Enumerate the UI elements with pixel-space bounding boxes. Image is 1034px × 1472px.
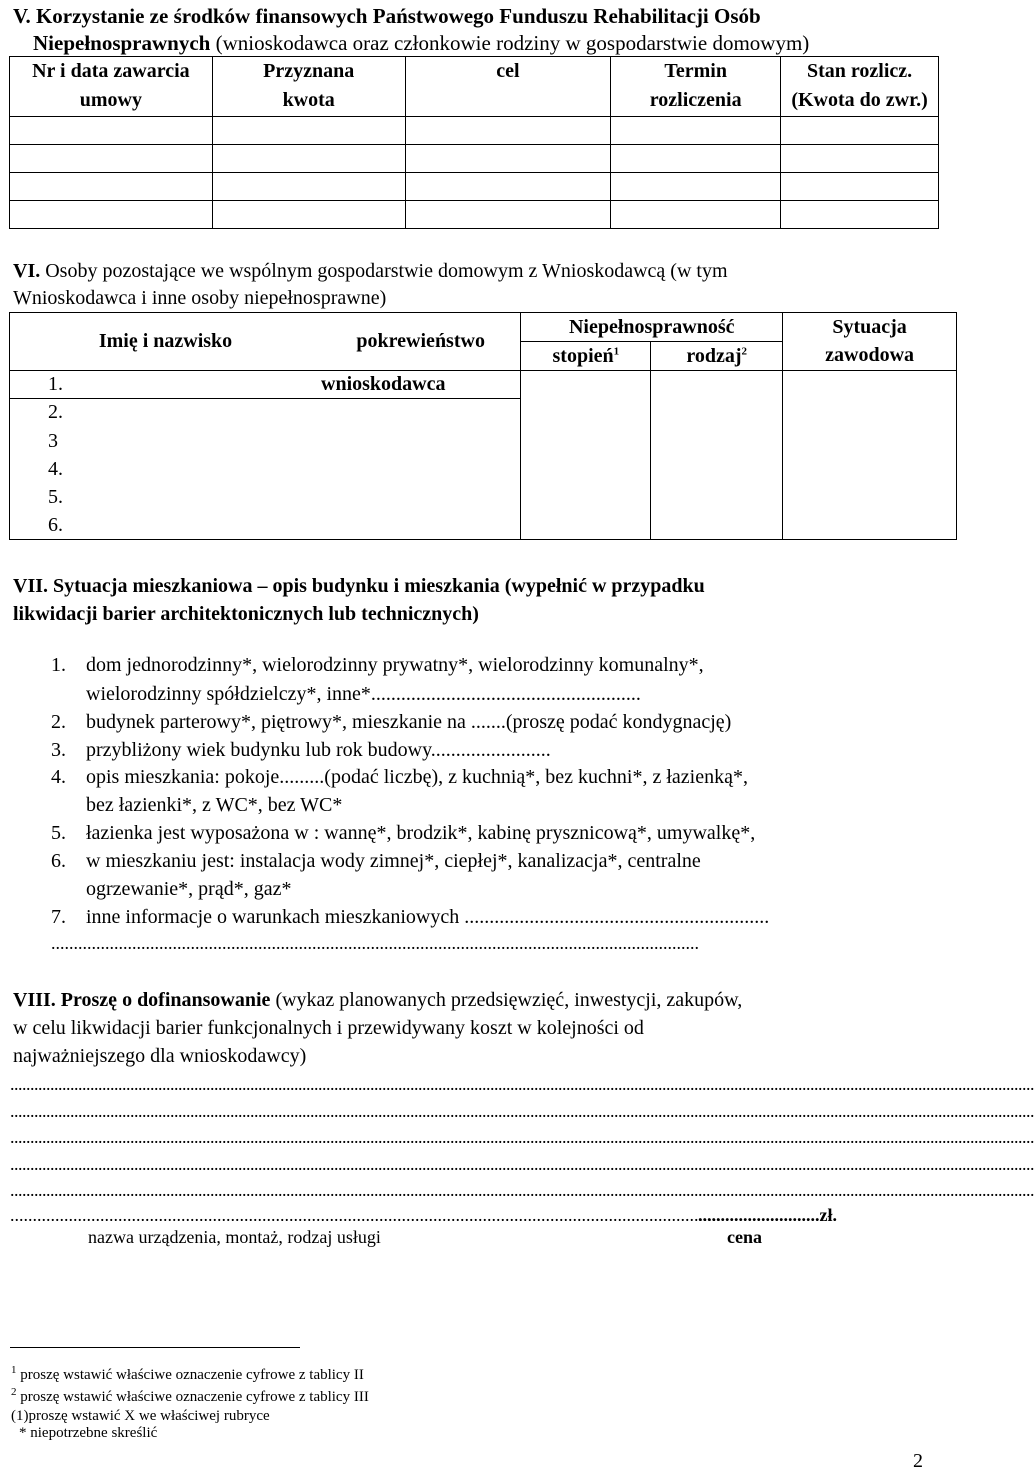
row-relation bbox=[321, 428, 521, 456]
cell[interactable] bbox=[405, 117, 611, 145]
section6-title-line1 bbox=[13, 261, 728, 281]
list-item: w mieszkaniu jest: instalacja wody zimnej*, ciepłej*, kanalizacja*, centralne bbox=[86, 850, 701, 872]
cell[interactable] bbox=[611, 173, 781, 201]
row-relation: wnioskodawca bbox=[321, 371, 521, 399]
cell[interactable] bbox=[611, 145, 781, 173]
row-relation bbox=[321, 484, 521, 512]
section7-title-line2: likwidacji barier architektonicznych lub technicznych) bbox=[13, 603, 479, 625]
cell[interactable] bbox=[611, 201, 781, 229]
footnote-3: (1)proszę wstawić X we właściwej rubryce bbox=[11, 1408, 270, 1424]
row-number: 5. bbox=[10, 484, 322, 512]
page-number: 2 bbox=[913, 1450, 923, 1472]
section5-header-row bbox=[10, 57, 939, 117]
table-row bbox=[10, 117, 939, 145]
list-item: ogrzewanie*, prąd*, gaz* bbox=[86, 878, 292, 900]
header-type: rodzaj$^2$ bbox=[651, 342, 783, 371]
section6-header-row-1 bbox=[10, 313, 957, 342]
row-number: 4. bbox=[10, 456, 322, 484]
row-relation bbox=[321, 399, 521, 428]
section8-title-line3: najważniejszego dla wnioskodawcy) bbox=[13, 1045, 307, 1067]
cell[interactable] bbox=[212, 173, 405, 201]
row-number: 6. bbox=[10, 512, 322, 540]
list-item-number: 3. bbox=[51, 739, 66, 761]
header-work-2: zawodowa bbox=[783, 342, 957, 371]
cell[interactable] bbox=[781, 117, 939, 145]
row-number: 1. bbox=[10, 371, 322, 399]
header-settlement: Stan rozlicz. (Kwota do zwr.) bbox=[781, 57, 939, 117]
cell[interactable] bbox=[781, 173, 939, 201]
cell[interactable] bbox=[781, 201, 939, 229]
item-name-dots[interactable]: .............................................................................................................................................................. bbox=[10, 1205, 721, 1225]
dotted-line[interactable]: ................................................................................................................................................................................................................................................................ bbox=[10, 1127, 1034, 1147]
list-item: bez łazienki*, z WC*, bez WC* bbox=[86, 794, 343, 816]
cell[interactable] bbox=[212, 117, 405, 145]
header-disability: Niepełnosprawność bbox=[521, 313, 783, 342]
section6-title-line2: Wnioskodawca i inne osoby niepełnosprawne) bbox=[13, 287, 387, 309]
section5-title-bold2: Niepełnosprawnych bbox=[33, 31, 211, 55]
table-row bbox=[10, 145, 939, 173]
dotted-line[interactable]: ................................................................................................................................................................................................................................................................ bbox=[10, 1074, 1034, 1094]
list-continuation: ................................................................................................................................................ bbox=[51, 933, 699, 953]
list-item-number: 5. bbox=[51, 822, 66, 844]
list-item: przybliżony wiek budynku lub rok budowy........................ bbox=[86, 739, 551, 761]
table-row bbox=[10, 371, 957, 399]
cell[interactable] bbox=[781, 145, 939, 173]
section6-table bbox=[9, 312, 957, 540]
section8-title-line2: w celu likwidacji barier funkcjonalnych i przewidywany koszt w kolejności od bbox=[13, 1017, 644, 1039]
header-degree: stopień$^1$ bbox=[521, 342, 651, 371]
section8-title-bold: VIII. Proszę o dofinansowanie bbox=[13, 989, 271, 1011]
section7-title-line1: VII. Sytuacja mieszkaniowa – opis budynku i mieszkania (wypełnić w przypadku bbox=[13, 575, 705, 597]
header-amount: Przyznana kwota bbox=[212, 57, 405, 117]
header-name: Imię i nazwisko bbox=[10, 313, 322, 371]
header-contract: Nr i data zawarcia umowy bbox=[10, 57, 213, 117]
cell[interactable] bbox=[10, 173, 213, 201]
caption-item-name: nazwa urządzenia, montaż, rodzaj usługi bbox=[88, 1227, 381, 1247]
row-relation bbox=[321, 512, 521, 540]
footnote-separator bbox=[10, 1347, 300, 1348]
section8-title-line1 bbox=[13, 990, 742, 1010]
header-work-1: Sytuacja bbox=[783, 313, 957, 342]
footnote-2: $^2$ proszę wstawić właściwe oznaczenie cyfrowe z tablicy III bbox=[11, 1386, 369, 1405]
section5-table bbox=[9, 56, 939, 229]
cell[interactable] bbox=[405, 173, 611, 201]
cell-degree[interactable] bbox=[521, 371, 651, 540]
caption-price: cena bbox=[727, 1227, 762, 1247]
section5-title-line2 bbox=[33, 33, 809, 54]
dotted-line[interactable]: ................................................................................................................................................................................................................................................................ bbox=[10, 1101, 1034, 1121]
cell[interactable] bbox=[611, 117, 781, 145]
price-dots[interactable]: ...........................zł. bbox=[698, 1205, 837, 1225]
cell[interactable] bbox=[10, 145, 213, 173]
cell-type[interactable] bbox=[651, 371, 783, 540]
table-row bbox=[10, 201, 939, 229]
list-item-number: 4. bbox=[51, 766, 66, 788]
dotted-line[interactable]: ................................................................................................................................................................................................................................................................ bbox=[10, 1180, 1034, 1200]
list-item: opis mieszkania: pokoje.........(podać liczbę), z kuchnią*, bez kuchni*, z łazienką*, bbox=[86, 766, 748, 788]
cell-work[interactable] bbox=[783, 371, 957, 540]
cell[interactable] bbox=[10, 201, 213, 229]
header-deadline: Termin rozliczenia bbox=[611, 57, 781, 117]
cell[interactable] bbox=[405, 145, 611, 173]
footnote-1: $^1$ proszę wstawić właściwe oznaczenie cyfrowe z tablicy II bbox=[11, 1364, 364, 1383]
cell[interactable] bbox=[212, 201, 405, 229]
list-item: budynek parterowy*, piętrowy*, mieszkanie na .......(proszę podać kondygnację) bbox=[86, 711, 732, 733]
section8-title-rest: (wykaz planowanych przedsięwzięć, inwestycji, zakupów, bbox=[270, 989, 743, 1011]
list-item-number: 7. bbox=[51, 906, 66, 928]
section6-title-rest: Osoby pozostające we wspólnym gospodarstwie domowym z Wnioskodawcą (w tym bbox=[40, 260, 728, 282]
list-item: dom jednorodzinny*, wielorodzinny prywatny*, wielorodzinny komunalny*, bbox=[86, 654, 704, 676]
list-item: inne informacje o warunkach mieszkaniowych ............................................................. bbox=[86, 906, 770, 928]
list-item: wielorodzinny spółdzielczy*, inne*...................................................... bbox=[86, 683, 641, 705]
header-purpose: cel bbox=[405, 57, 611, 117]
section6-title-prefix: VI. bbox=[13, 260, 41, 282]
row-relation bbox=[321, 456, 521, 484]
cell[interactable] bbox=[10, 117, 213, 145]
footnote-4: * niepotrzebne skreślić bbox=[19, 1425, 158, 1441]
table-row bbox=[10, 173, 939, 201]
list-item-number: 6. bbox=[51, 850, 66, 872]
header-relation: pokrewieństwo bbox=[321, 313, 521, 371]
section5-title-line1 bbox=[13, 6, 761, 27]
section5-title-bold1: V. Korzystanie ze środków finansowych Państwowego Funduszu Rehabilitacji Osób bbox=[13, 4, 761, 28]
cell[interactable] bbox=[212, 145, 405, 173]
section5-title-normal: (wnioskodawca oraz członkowie rodziny w gospodarstwie domowym) bbox=[210, 31, 810, 55]
cell[interactable] bbox=[405, 201, 611, 229]
row-number: 3 bbox=[10, 428, 322, 456]
list-item-number: 1. bbox=[51, 654, 66, 676]
dotted-line[interactable]: ................................................................................................................................................................................................................................................................ bbox=[10, 1154, 1034, 1174]
list-item-number: 2. bbox=[51, 711, 66, 733]
row-number: 2. bbox=[10, 399, 322, 428]
list-item: łazienka jest wyposażona w : wannę*, brodzik*, kabinę prysznicową*, umywalkę*, bbox=[86, 822, 756, 844]
